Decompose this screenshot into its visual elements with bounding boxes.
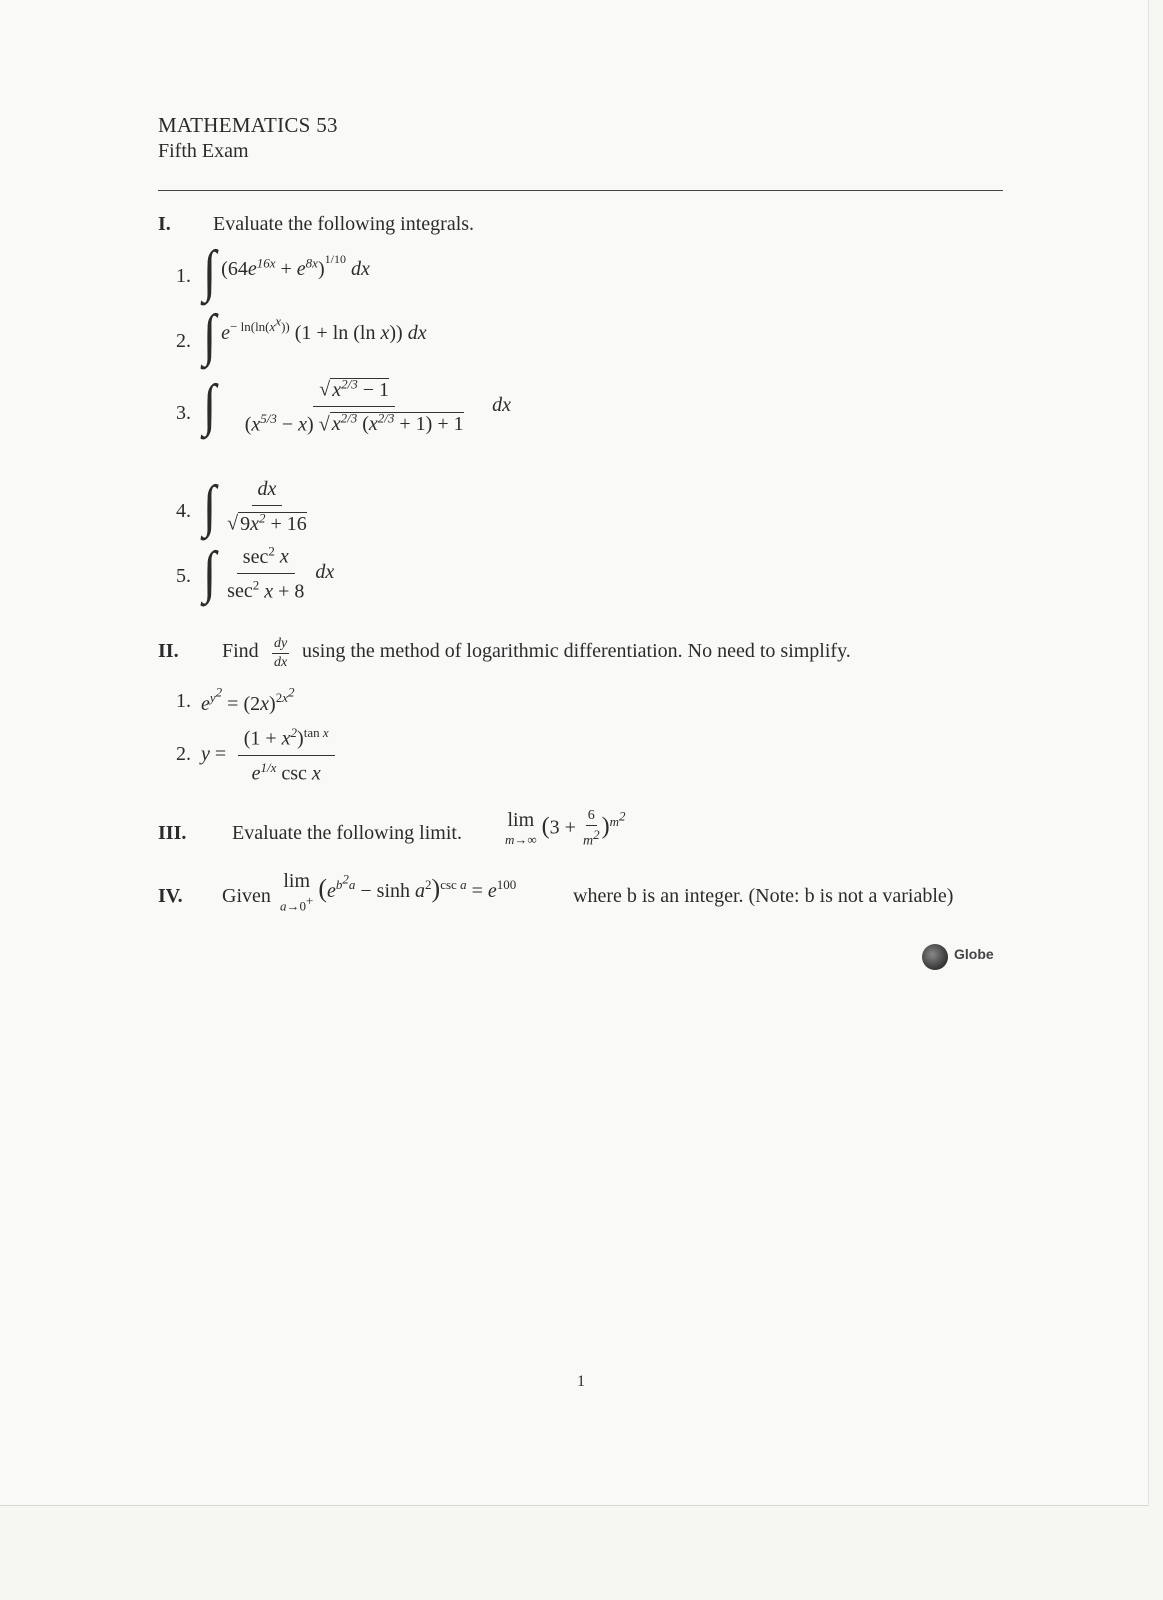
item-ii-2-number: 2.	[176, 743, 191, 765]
globe-wordmark: Globe	[954, 946, 994, 962]
section-iv-numeral: IV.	[158, 885, 183, 907]
globe-icon	[922, 944, 948, 970]
item-ii-1-number: 1.	[176, 690, 191, 712]
section-iv-given: Given	[222, 885, 271, 907]
exam-subtitle: Fifth Exam	[158, 140, 249, 162]
section-iv-rest: where b is an integer. (Note: b is not a variable)	[573, 885, 954, 907]
dy-dx: $\frac{dy}{dx}$	[274, 636, 288, 670]
integral-i-2: ∫ $e^{- ln(ln(x^x))}$ (1 + ln (ln x)) dx	[203, 303, 427, 368]
limit-iii: lim m→∞ (3 + $\frac{6}{m^2}$ )$^{m^2}$	[505, 808, 626, 849]
section-i-instruction: Evaluate the following integrals.	[213, 213, 475, 235]
item-i-4-number: 4.	[176, 500, 191, 522]
section-ii-numeral: II.	[158, 640, 179, 662]
page-number: 1	[577, 1373, 585, 1390]
section-iii-numeral: III.	[158, 822, 187, 844]
header-rule	[158, 190, 1003, 191]
section-ii-find: Find	[222, 640, 259, 662]
item-i-5-number: 5.	[176, 565, 191, 587]
course-title: MATHEMATICS 53	[158, 113, 338, 137]
section-iii-instruction: Evaluate the following limit.	[232, 822, 462, 844]
globe-logo	[922, 944, 1000, 976]
limit-iv: lim a→0+ $(e^{b^2a} - \sinh a^2)^{csc a} = e^{100}$	[280, 870, 517, 914]
equation-ii-2: y = $\frac{(1 + x^2)^{tan x}}{e^{1/x} \csc x}$	[201, 725, 341, 785]
equation-ii-1: $e^{y^2} = (2x)^{2x^2}$	[201, 685, 295, 715]
integral-i-5: ∫ $\frac{\sec^2 x}{\sec^2 x + 8}$ dx	[203, 540, 335, 605]
item-i-3-number: 3.	[176, 402, 191, 424]
section-ii-instruction: using the method of logarithmic differentiation. No need to simplify.	[302, 640, 851, 662]
integral-i-4: ∫ $\frac{dx}{√ 9x^2 + 16}$	[203, 474, 307, 539]
integral-i-1: ∫ $(64e^{16x} + e^{8x})^{1/10}$ dx	[203, 239, 370, 304]
item-i-2-number: 2.	[176, 330, 191, 352]
section-i-numeral: I.	[158, 213, 171, 235]
item-i-1-number: 1.	[176, 265, 191, 287]
integral-i-3: ∫ $\frac{√ x^{2/3} - 1}{(x^{5/3} - x) √ x^{2/3} (x^{2/3} + 1) + 1}$ dx	[203, 373, 512, 438]
